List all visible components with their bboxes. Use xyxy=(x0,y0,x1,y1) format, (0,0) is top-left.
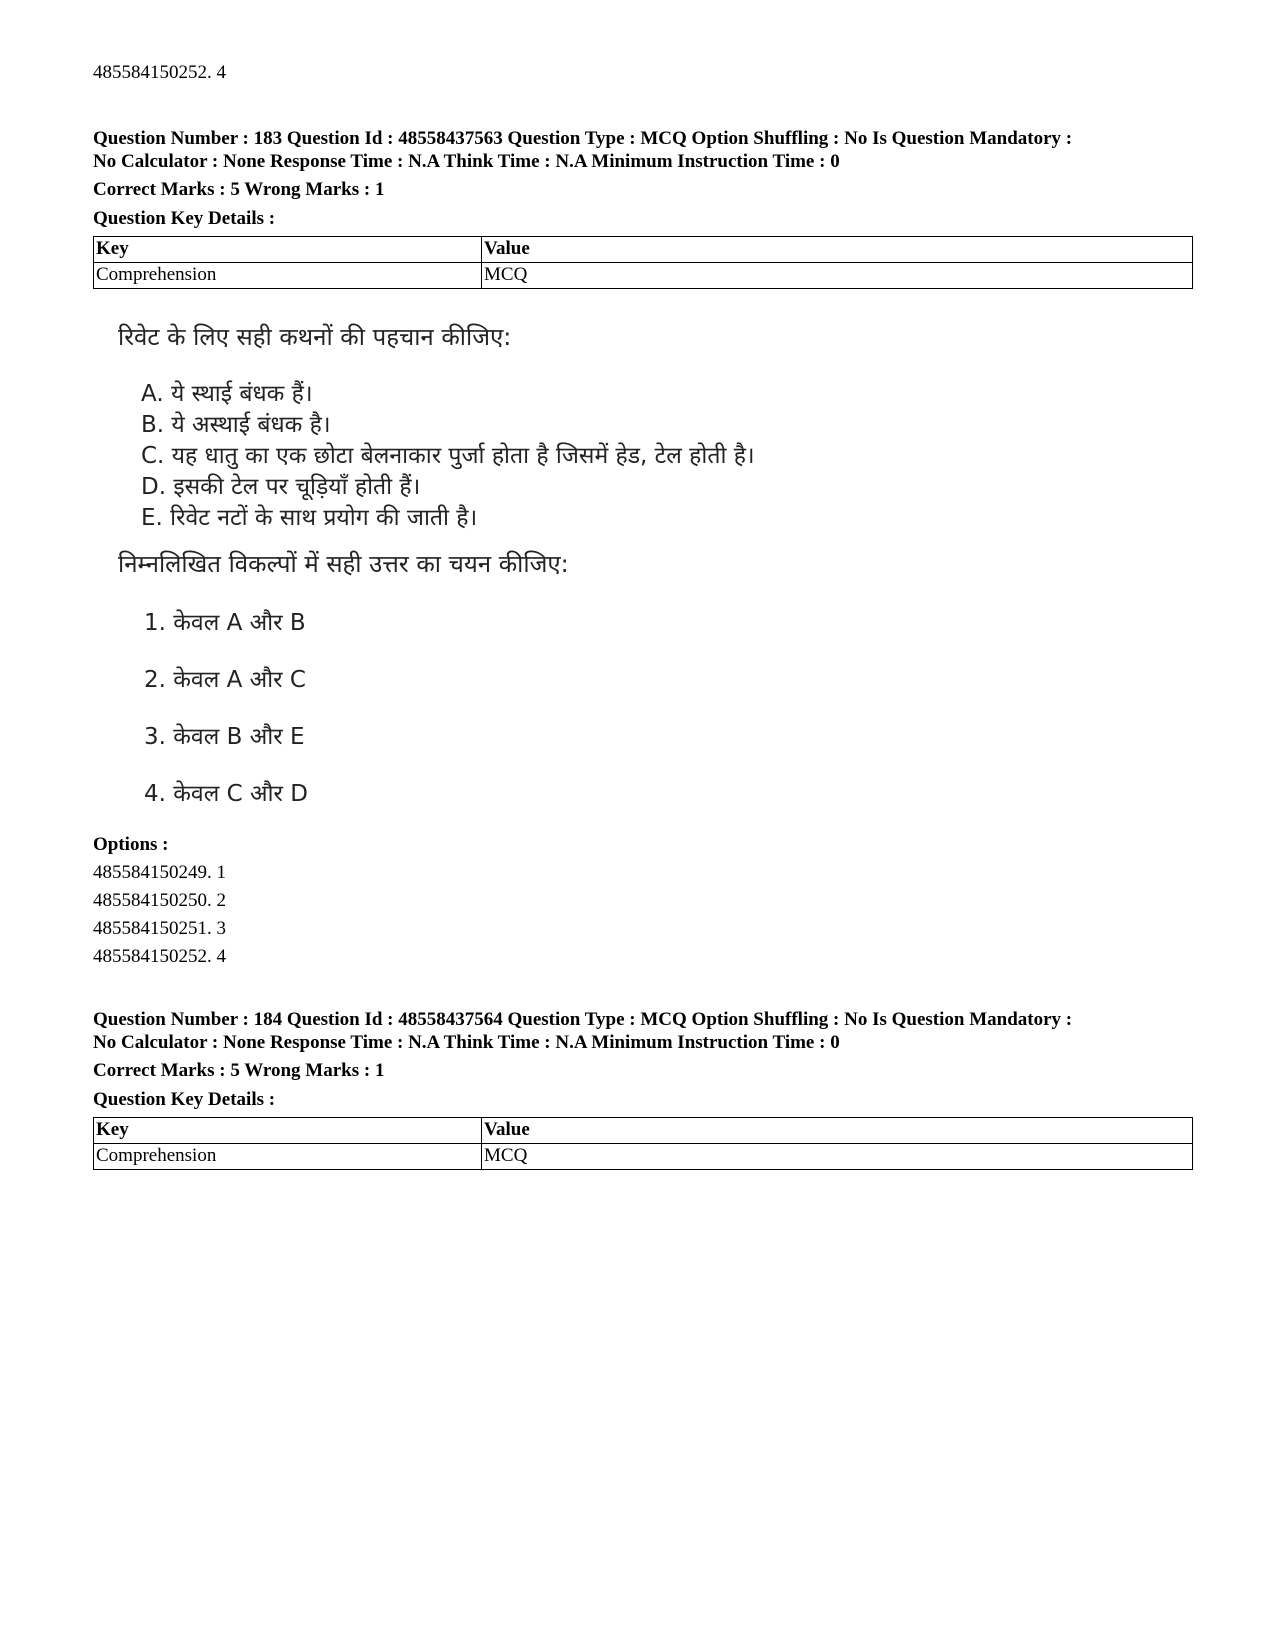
choice-4: 4. केवल C और D xyxy=(144,781,308,807)
key-header: Key xyxy=(94,1118,482,1144)
q184-key-table xyxy=(93,1117,1193,1170)
statement-b: B. ये अस्थाई बंधक है। xyxy=(141,412,331,438)
value-header: Value xyxy=(482,237,1193,263)
key-header: Key xyxy=(94,237,482,263)
choice-1: 1. केवल A और B xyxy=(144,610,306,636)
value-cell: MCQ xyxy=(482,1144,1193,1170)
choose-prompt: निम्नलिखित विकल्पों में सही उत्तर का चयन कीजिए: xyxy=(118,550,569,578)
statement-d: D. इसकी टेल पर चूड़ियाँ होती हैं। xyxy=(141,474,421,500)
option-2: 485584150250. 2 xyxy=(93,890,226,911)
statement-c: C. यह धातु का एक छोटा बेलनाकार पुर्जा होता है जिसमें हेड, टेल होती है। xyxy=(141,443,755,469)
question-image xyxy=(96,312,816,832)
statement-a: A. ये स्थाई बंधक हैं। xyxy=(141,381,313,407)
value-cell: MCQ xyxy=(482,263,1193,289)
value-header: Value xyxy=(482,1118,1193,1144)
choice-3: 3. केवल B और E xyxy=(144,724,305,750)
option-3: 485584150251. 3 xyxy=(93,918,226,939)
q183-key-table xyxy=(93,236,1193,289)
choice-2: 2. केवल A और C xyxy=(144,667,306,693)
q184-header-line1: Question Number : 184 Question Id : 48558437564 Question Type : MCQ Option Shuffling : No Is Question Mandatory : xyxy=(93,1009,1073,1030)
q184-header-line2: No Calculator : None Response Time : N.A Think Time : N.A Minimum Instruction Time : 0 xyxy=(93,1032,840,1053)
q183-key-details-label: Question Key Details : xyxy=(93,208,276,229)
option-4: 485584150252. 4 xyxy=(93,946,226,967)
previous-option-line: 485584150252. 4 xyxy=(93,62,226,83)
key-cell: Comprehension xyxy=(94,263,482,289)
q183-marks: Correct Marks : 5 Wrong Marks : 1 xyxy=(93,179,385,200)
option-1: 485584150249. 1 xyxy=(93,862,226,883)
q184-key-details-label: Question Key Details : xyxy=(93,1089,276,1110)
q183-options-label: Options : xyxy=(93,834,169,855)
key-cell: Comprehension xyxy=(94,1144,482,1170)
q184-marks: Correct Marks : 5 Wrong Marks : 1 xyxy=(93,1060,385,1081)
question-stem: रिवेट के लिए सही कथनों की पहचान कीजिए: xyxy=(118,323,512,351)
q183-header-line2: No Calculator : None Response Time : N.A Think Time : N.A Minimum Instruction Time : 0 xyxy=(93,151,840,172)
statement-e: E. रिवेट नटों के साथ प्रयोग की जाती है। xyxy=(141,505,478,531)
q183-header-line1: Question Number : 183 Question Id : 48558437563 Question Type : MCQ Option Shuffling : No Is Question Mandatory : xyxy=(93,128,1073,149)
